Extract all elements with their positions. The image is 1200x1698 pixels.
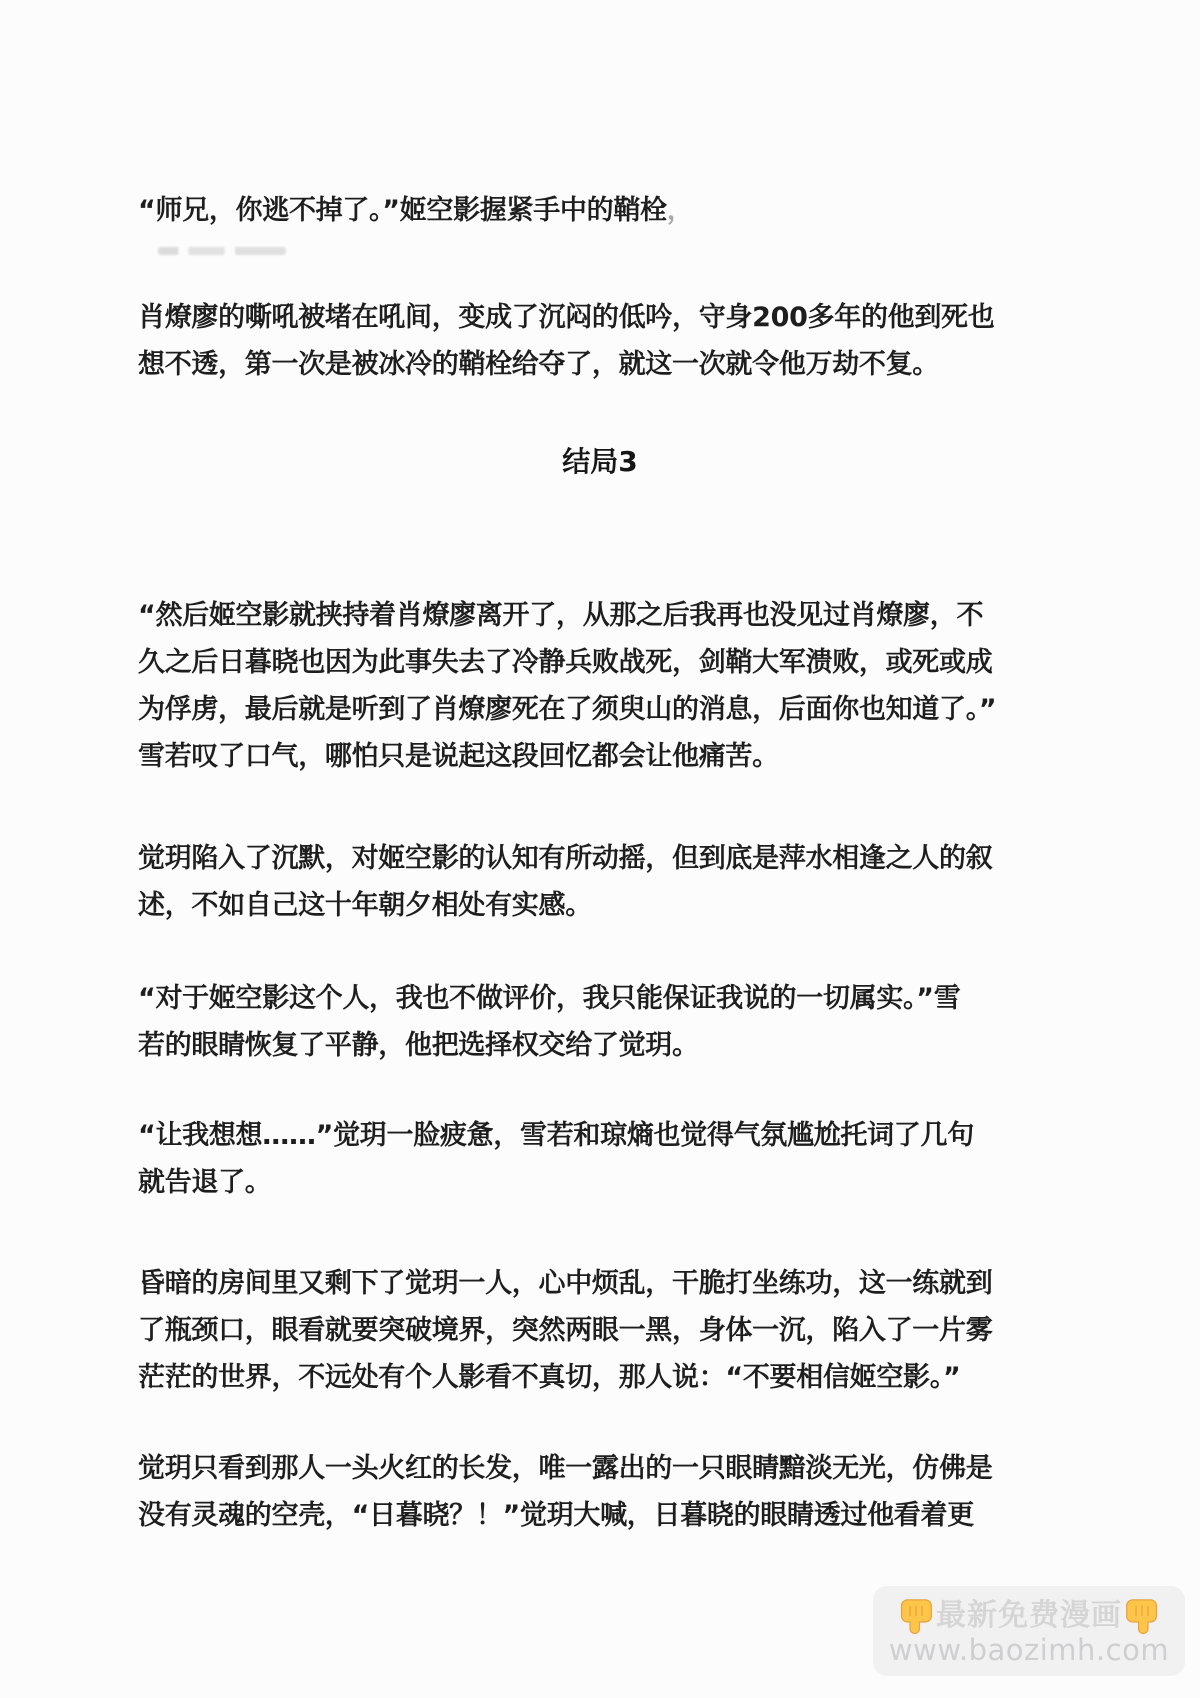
novel-paragraph-2: 肖燎廖的嘶吼被堵在吼间，变成了沉闷的低吟，守身200多年的他到死也 想不透，第一次是被冰冷的鞘栓给夺了，就这一次就令他万劫不复。 — [138, 302, 995, 380]
novel-paragraph-6: “让我想想……”觉玥一脸疲惫，雪若和琼熵也觉得气氛尴尬托词了几句 就告退了。 — [138, 1120, 974, 1198]
novel-paragraph-4: 觉玥陷入了沉默，对姬空影的认知有所动摇，但到底是萍水相逢之人的叙 述，不如自己这十年朝夕相处有实感。 — [138, 843, 993, 921]
erased-text-smudge — [158, 247, 286, 255]
chapter-ending-heading: 结局3 — [562, 445, 638, 478]
erased-punctuation-artifact: ， — [666, 195, 694, 226]
novel-paragraph-5: “对于姬空影这个人，我也不做评价，我只能保证我说的一切属实。”雪 若的眼睛恢复了平静，他把选择权交给了觉玥。 — [138, 983, 961, 1061]
novel-paragraph-7: 昏暗的房间里又剩下了觉玥一人，心中烦乱，干脆打坐练功，这一练就到 了瓶颈口，眼看就要突破境界，突然两眼一黑，身体一沉，陷入了一片雾 茫茫的世界，不远处有个人影看不真切，那人说：“不要相信姬空影。” — [138, 1268, 993, 1393]
watermark-badge — [873, 1586, 1185, 1676]
watermark-title-row — [899, 1597, 1159, 1635]
novel-paragraph-8: 觉玥只看到那人一头火红的长发，唯一露出的一只眼睛黯淡无光，仿佛是 没有灵魂的空壳，“日暮晓？！”觉玥大喊，日暮晓的眼睛透过他看着更 — [138, 1453, 993, 1531]
paragraph-text: “师兄，你逃不掉了。”姬空影握紧手中的鞘栓 — [138, 195, 667, 226]
watermark-label: 最新免费漫画 — [936, 1598, 1122, 1633]
novel-paragraph-3: “然后姬空影就挟持着肖燎廖离开了，从那之后我再也没见过肖燎廖，不 久之后日暮晓也因为此事失去了冷静兵败战死，剑鞘大军溃败，或死或成 为俘虏，最后就是听到了肖燎廖死在了须臾山的消息，后面你也知道了。” 雪若叹了口气，哪怕只是说起这段回忆都会让他痛苦。 — [138, 600, 997, 772]
pointing-down-hand-icon — [1125, 1597, 1159, 1635]
novel-paragraph-1 — [138, 187, 1148, 234]
watermark-url: www.baozimh.com — [888, 1633, 1170, 1667]
pointing-down-hand-icon — [899, 1597, 933, 1635]
